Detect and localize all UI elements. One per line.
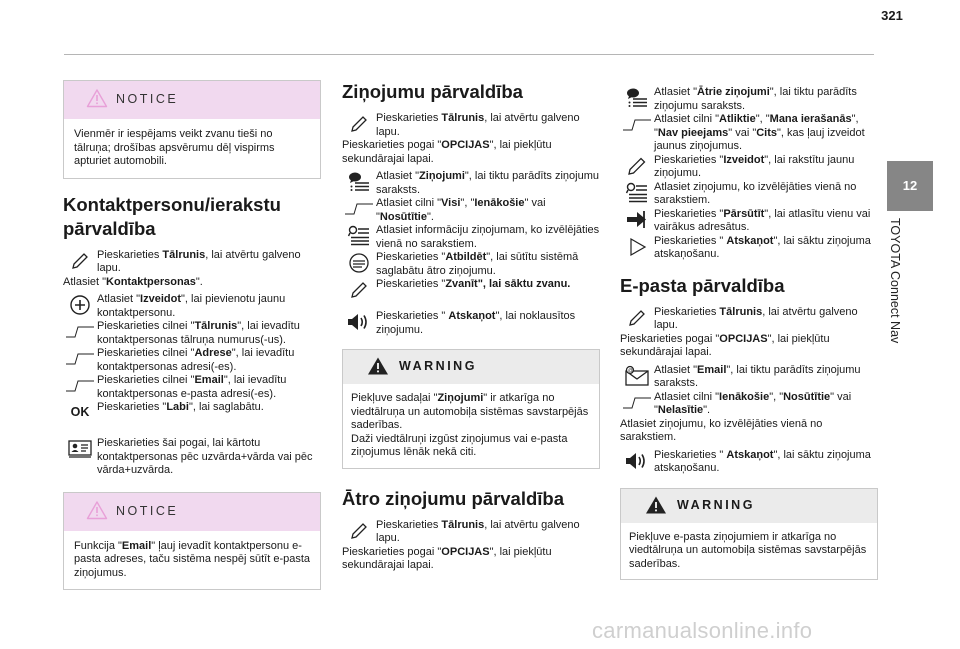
text: " vai ": [654, 390, 852, 416]
speaker-icon: [620, 449, 654, 473]
chapter-label-text: TOYOTA Connect Nav: [888, 218, 902, 344]
text: Pieskarieties ": [376, 278, 446, 290]
text: ", lai sāktu ziņojuma atskaņošanu.: [654, 448, 871, 474]
pen-icon: [342, 112, 376, 136]
column-2: [342, 80, 600, 573]
bold-text: Tālrunis: [162, 248, 206, 261]
step-row: [620, 208, 878, 235]
text: ", lai atlasītu vienu vai vairākus adresātus.: [654, 207, 871, 233]
text: Pieskarieties: [654, 305, 720, 318]
notice-triangle-icon: [86, 500, 108, 525]
tab-icon: [342, 197, 376, 221]
bold-text: Atliktie: [719, 113, 756, 125]
text: Funkcija ": [74, 539, 122, 552]
text: Pieskarieties ": [376, 310, 449, 322]
text: Pieskarieties pogai ": [620, 332, 720, 345]
text: ", lai piekļūtu sekundārajai lapai.: [342, 545, 552, 571]
bold-text: Visi: [441, 197, 461, 209]
text: ", kas ļauj izveidot jaunus ziņojumus.: [654, 126, 865, 152]
text: Atlasiet cilni ": [376, 197, 442, 209]
step-row: [63, 437, 321, 478]
notice-box: [63, 492, 321, 591]
step-row: [620, 391, 878, 418]
step-row: [620, 154, 878, 181]
text: ", lai noklausītos ziņojumu.: [376, 310, 576, 336]
text: ", lai ievadītu kontaktpersonas adresi(-es).: [97, 347, 295, 373]
bold-text: Email: [121, 539, 152, 552]
chapter-tab: 12: [887, 161, 933, 211]
text: " ir atkarīga no viedtālruņa un automobiļa sistēmas savstarpējās saderības.: [351, 392, 589, 431]
column-1: [63, 80, 321, 604]
text: Piekļuve sadaļai ": [351, 392, 438, 404]
bold-text: Tālrunis: [719, 305, 763, 318]
message-details-icon: [342, 224, 376, 248]
text: Atlasiet ": [63, 275, 107, 288]
text: , lai atvērtu galveno lapu.: [97, 248, 301, 274]
text: Pieskarieties ": [654, 234, 727, 247]
text: ", lai ievadītu kontaktpersonas e-pasta adresi(-es).: [97, 374, 287, 400]
bold-text: OPCIJAS: [441, 545, 490, 558]
notice-header: [64, 493, 320, 531]
section-heading-messages: Ziņojumu pārvaldība: [342, 81, 523, 102]
bold-text: Nelasītie: [657, 404, 704, 416]
bold-text: Ziņojumi: [437, 392, 484, 404]
text: Atlasiet ziņojumu, ko izvēlējāties vienā no sarakstiem.: [654, 180, 857, 206]
step-row: [620, 364, 878, 391]
text: " ļauj ievadīt kontaktpersonu e-pasta adreses, taču sistēma nespēj sūtīt e-pasta ziņojumus.: [74, 539, 311, 579]
tab-icon: [620, 113, 654, 137]
text: ", ": [769, 390, 784, 403]
step-row: [63, 293, 321, 320]
warning-triangle-icon: [367, 356, 389, 381]
text: , lai atvērtu galveno lapu.: [654, 305, 858, 331]
text: ", lai tiktu parādīts ziņojumu saraksts.: [376, 170, 600, 196]
pen-icon: [620, 306, 654, 330]
bold-text: Izveidot: [723, 153, 765, 166]
text: " vai ": [376, 197, 546, 223]
bold-text: Atskaņot: [726, 448, 774, 461]
bold-text: Atskaņot: [448, 310, 496, 322]
text: ", ": [755, 113, 770, 125]
text: Pieskarieties šai pogai, lai kārtotu kontaktpersonas pēc uzvārda+vārda vai pēc vārda+uzvārda.: [97, 437, 313, 476]
text: ", lai pievienotu jaunu kontaktpersonu.: [97, 293, 286, 319]
text: Atlasiet ": [376, 170, 420, 182]
bold-text: Kontaktpersonas: [106, 275, 196, 288]
bold-text: Atskaņot: [726, 234, 774, 247]
step-row: [342, 310, 600, 337]
pen-icon: [63, 249, 97, 273]
bold-text: Ziņojumi: [419, 170, 465, 182]
text: ", lai piekļūtu sekundārajai lapai.: [620, 332, 830, 358]
bold-text: Email: [194, 374, 224, 386]
quick-messages-icon: [620, 86, 654, 110]
pen-icon: [342, 519, 376, 543]
step-row: [342, 170, 600, 197]
text: Atlasiet ": [654, 86, 698, 98]
bold-text: Nosūtītie: [379, 210, 427, 223]
top-divider: [64, 54, 874, 55]
warning-header: [343, 350, 599, 384]
bold-text: Tālrunis: [441, 112, 485, 124]
text: ", lai saglabātu.: [188, 401, 264, 413]
bold-text: Ātrie ziņojumi: [697, 86, 770, 98]
tab-icon: [63, 320, 97, 344]
step-row: [342, 251, 600, 278]
forward-icon: [620, 208, 654, 232]
bold-text: Tālrunis: [194, 320, 238, 332]
text: Atlasiet ": [654, 363, 698, 376]
text: Pieskarieties: [97, 248, 163, 261]
bold-text: Labi: [166, 401, 189, 413]
notice-text: Vienmēr ir iespējams veikt zvanu tieši no tālruņa; drošības apsvērumu dēļ vispirms apturiet automobili.: [74, 128, 275, 167]
text: Pieskarieties ": [376, 251, 446, 263]
watermark: carmanualsonline.info: [592, 618, 813, 643]
text: ", lai rakstītu jaunu ziņojumu.: [654, 153, 855, 179]
step-row: [63, 347, 321, 374]
step-row: [620, 235, 878, 262]
reply-message-icon: [342, 251, 376, 275]
text: ", lai piekļūtu sekundārajai lapai.: [342, 139, 552, 165]
pen-icon: [342, 278, 376, 302]
step-row: [342, 224, 600, 251]
warning-title: WARNING: [677, 497, 755, 512]
bold-text: Atbildēt: [445, 251, 487, 263]
text: Pieskarieties pogai ": [342, 139, 442, 151]
warning-text: Daži viedtālruņi izgūst ziņojumus vai e-pasta ziņojumus lēnāk nekā citi.: [351, 432, 568, 458]
speaker-icon: [342, 310, 376, 334]
bold-text: Ienākošie: [719, 390, 770, 403]
bold-text: Cits: [756, 126, 777, 139]
step-row: [63, 249, 321, 276]
bold-text: Adrese: [194, 347, 232, 359]
text: Pieskarieties ": [654, 153, 724, 166]
notice-title: NOTICE: [116, 503, 179, 518]
text: Atlasiet ziņojumu, ko izvēlējāties vienā no sarakstiem.: [620, 417, 823, 443]
text: ", lai tiktu parādīts ziņojumu saraksts.: [654, 363, 861, 389]
text: Atlasiet ": [97, 293, 141, 305]
step-row: [63, 320, 321, 347]
column-3: [620, 86, 878, 580]
tab-icon: [63, 347, 97, 371]
bold-text: Mana ierašanās: [769, 113, 852, 125]
bold-text: Zvanīt", lai sāktu zvanu.: [445, 278, 571, 290]
text: Pieskarieties cilnei ": [97, 374, 195, 386]
svg-text:@: @: [628, 367, 634, 374]
ok-label: OK: [70, 405, 90, 420]
warning-text: Piekļuve e-pasta ziņojumiem ir atkarīga no viedtālruņa un automobiļa sistēmas savstarpējās saderības.: [629, 530, 867, 570]
bold-text: Nav pieejams: [657, 126, 729, 139]
chapter-label: [887, 218, 933, 398]
text: Atlasiet cilni ": [654, 113, 720, 125]
text: ".: [703, 404, 711, 416]
step-row: [63, 401, 321, 425]
text: ", lai sūtītu sistēmā saglabātu ātro ziņojumu.: [376, 251, 579, 277]
section-heading-contacts: Kontaktpersonu/ierakstu pārvaldība: [63, 193, 281, 239]
warning-box: [620, 488, 878, 581]
step-row: [63, 374, 321, 401]
text: ".: [426, 210, 434, 223]
text: ", lai ievadītu kontaktpersonas tālruņa numurus(-us).: [97, 320, 300, 346]
pen-icon: [620, 154, 654, 178]
text: Atlasiet cilni ": [654, 390, 720, 403]
text: , lai atvērtu galveno lapu.: [376, 518, 580, 544]
warning-title: WARNING: [399, 359, 477, 373]
play-icon: [620, 235, 654, 259]
bold-text: Pārsūtīt: [723, 207, 765, 220]
notice-box: [63, 80, 321, 179]
text: ", ": [654, 113, 859, 139]
add-circle-icon: [63, 293, 97, 317]
text: Pieskarieties cilnei ": [97, 347, 195, 359]
bold-text: Ienākošie: [474, 197, 525, 209]
text: ".: [195, 275, 203, 288]
warning-triangle-icon: [645, 495, 667, 520]
text: Atlasiet informāciju ziņojumam, ko izvēlējāties vienā no sarakstiem.: [376, 224, 600, 250]
warning-header: [621, 489, 877, 523]
step-row: [342, 112, 600, 139]
text: Pieskarieties pogai ": [342, 545, 442, 558]
text: Pieskarieties ": [654, 207, 724, 220]
section-heading-quick-messages: Ātro ziņojumu pārvaldība: [342, 487, 565, 509]
text: Pieskarieties: [376, 112, 442, 124]
step-row: [620, 86, 878, 113]
step-row: [620, 181, 878, 208]
sort-contacts-icon: [63, 437, 97, 461]
notice-triangle-icon: [86, 88, 108, 113]
warning-box: [342, 349, 600, 469]
step-row: [342, 519, 600, 546]
text: ", ": [460, 197, 475, 209]
text: " vai ": [728, 126, 757, 139]
bold-text: Email: [697, 363, 727, 376]
tab-icon: [620, 391, 654, 415]
step-row: [342, 278, 600, 302]
email-icon: [620, 364, 654, 388]
message-details-icon: [620, 181, 654, 205]
notice-title: NOTICE: [116, 92, 179, 106]
text: , lai atvērtu galveno lapu.: [376, 112, 580, 138]
text: Pieskarieties: [376, 518, 442, 531]
text: Pieskarieties cilnei ": [97, 320, 195, 332]
bold-text: Izveidot: [140, 293, 181, 305]
messages-list-icon: [342, 170, 376, 194]
step-row: [620, 306, 878, 333]
text: Pieskarieties ": [654, 448, 727, 461]
text: Pieskarieties ": [97, 401, 167, 413]
bold-text: OPCIJAS: [719, 332, 768, 345]
text: ", lai sāktu ziņojuma atskaņošanu.: [654, 234, 871, 260]
text: ", lai tiktu parādīts ziņojumu saraksts.: [654, 86, 857, 112]
step-row: [620, 449, 878, 476]
section-heading-email: E-pasta pārvaldība: [620, 274, 785, 296]
tab-icon: [63, 374, 97, 398]
page-number: 321: [881, 8, 903, 23]
step-row: [342, 197, 600, 224]
bold-text: Tālrunis: [441, 518, 485, 531]
bold-text: Nosūtītie: [783, 390, 831, 403]
notice-header: [64, 81, 320, 119]
bold-text: OPCIJAS: [441, 139, 490, 151]
step-row: [620, 113, 878, 154]
